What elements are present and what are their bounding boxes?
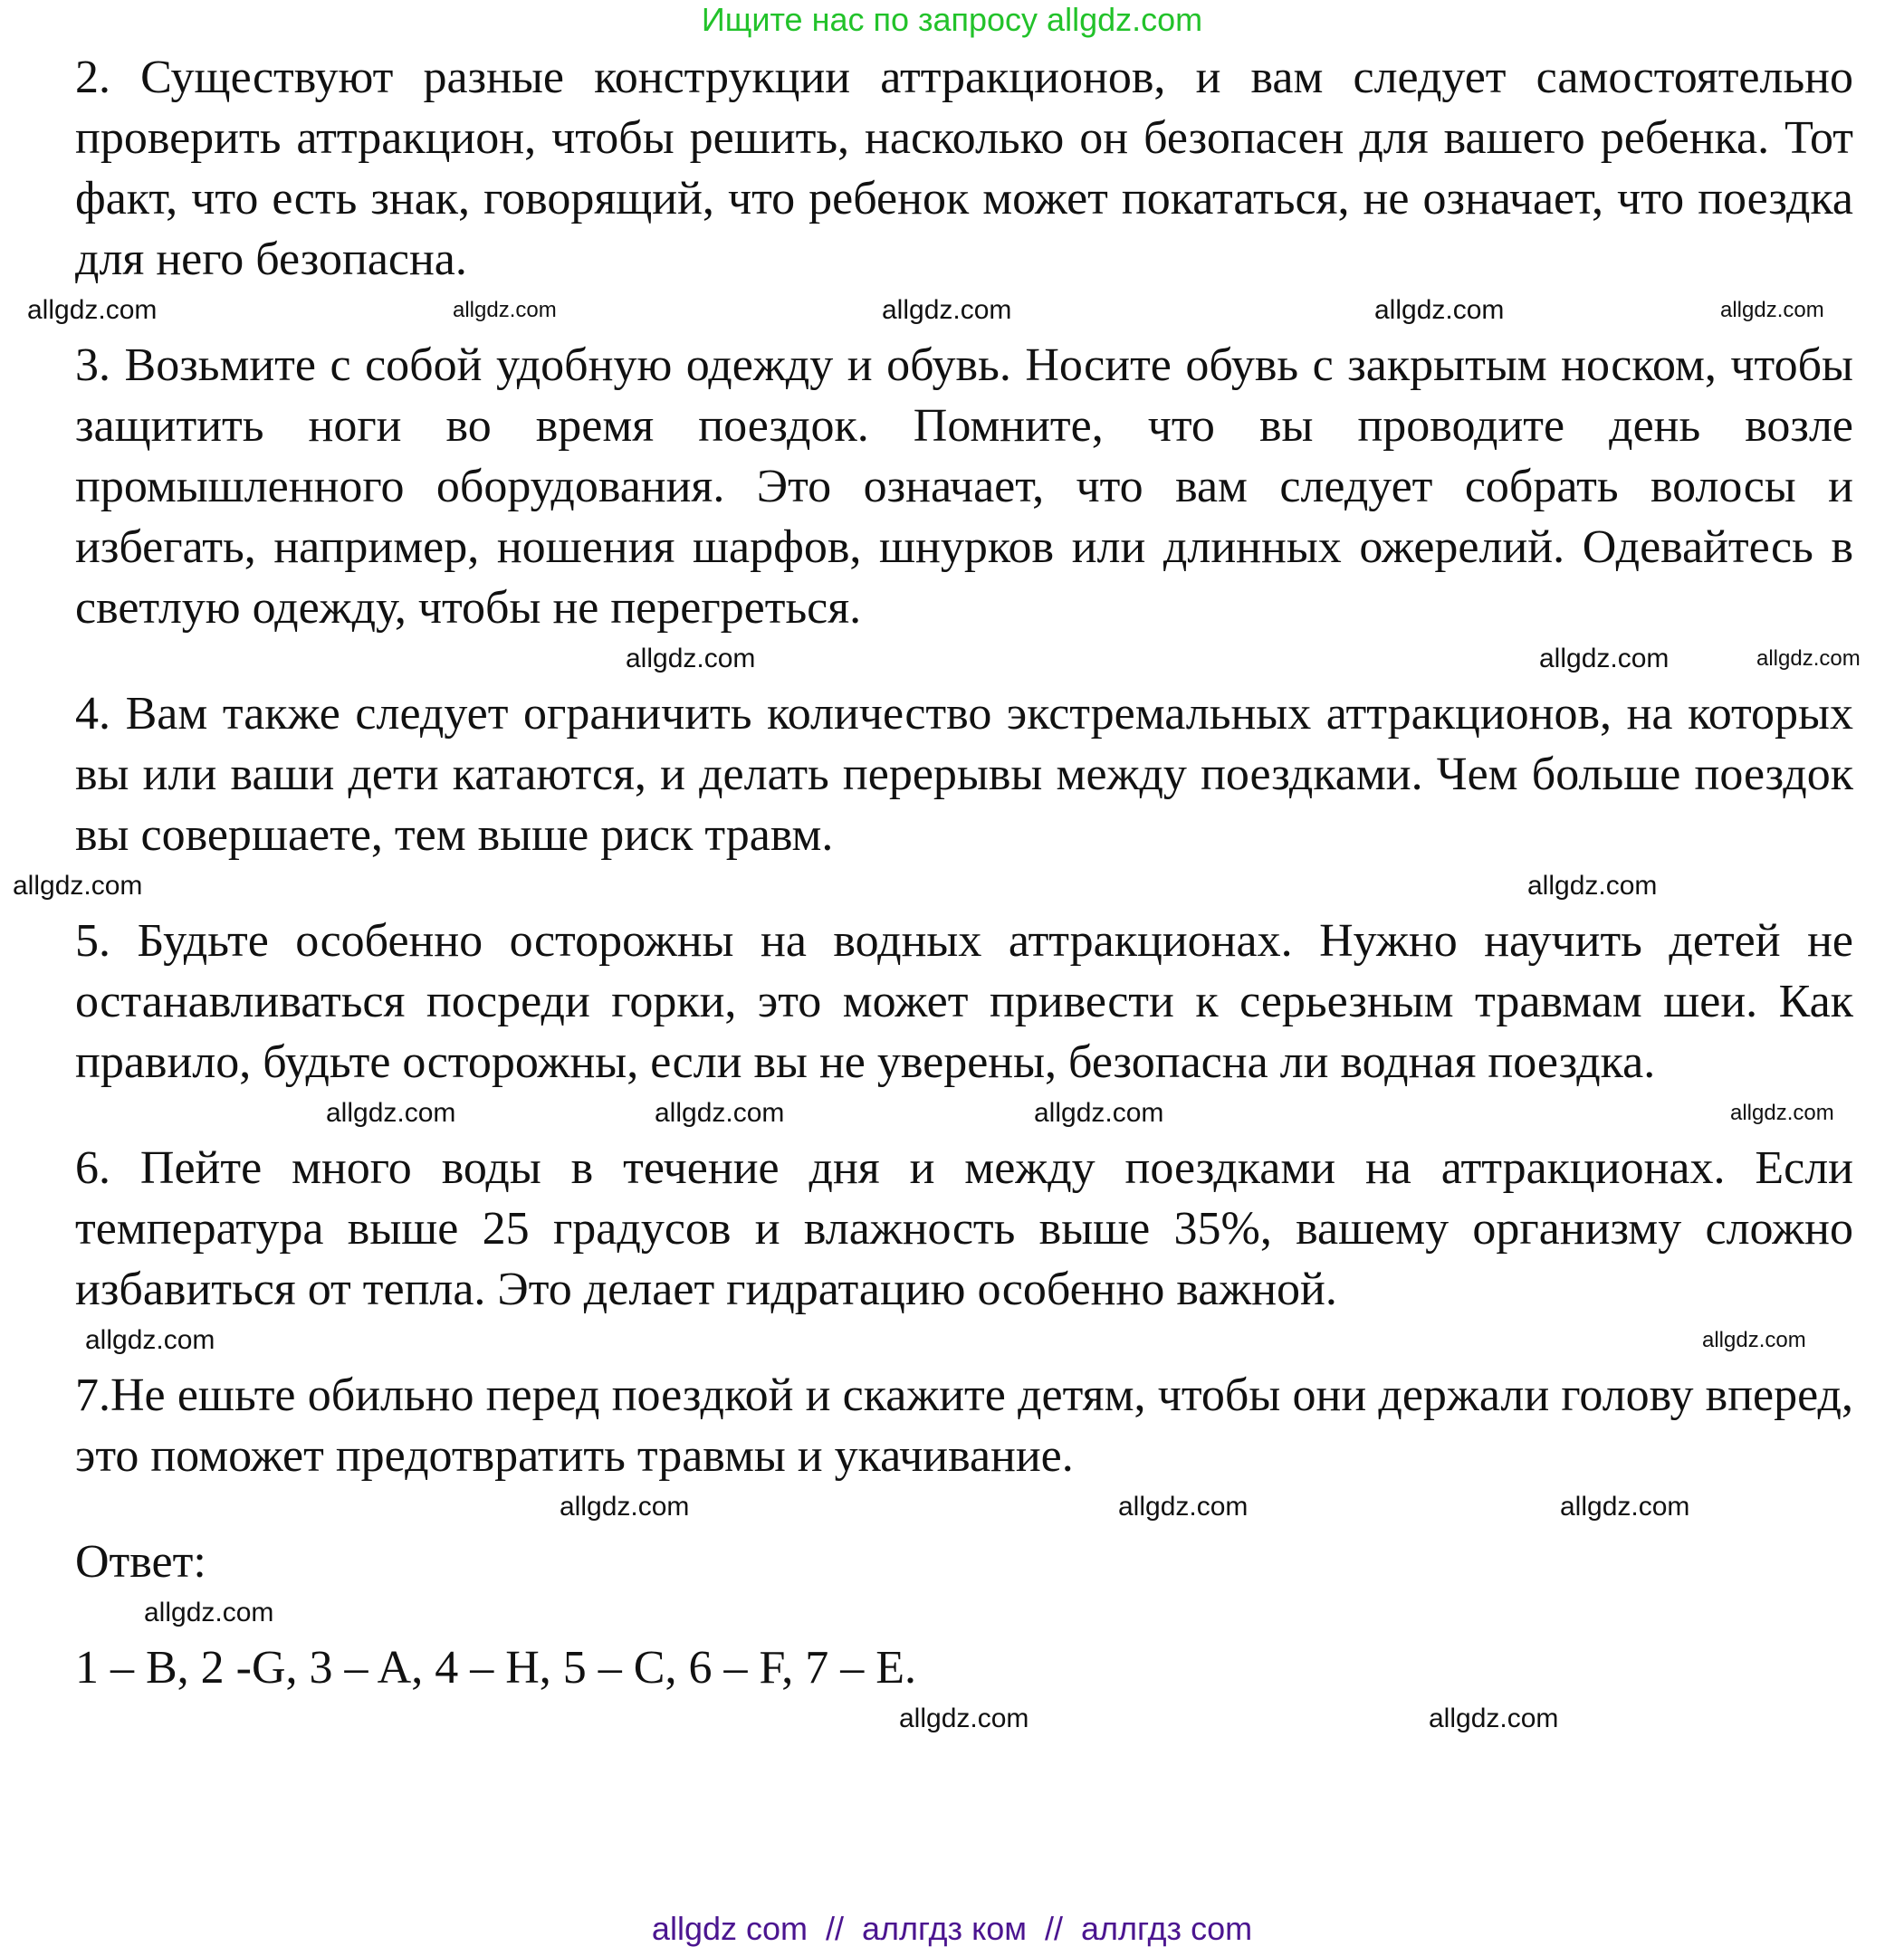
watermark: allgdz.com	[1702, 1328, 1806, 1352]
answer-text: 1 – B, 2 -G, 3 – A, 4 – H, 5 – C, 6 – F, 7 – E.	[75, 1642, 916, 1694]
watermark: allgdz.com	[626, 644, 756, 673]
watermark: allgdz.com	[1527, 871, 1658, 901]
watermark-row	[0, 642, 1904, 676]
watermark: allgdz.com	[1429, 1704, 1559, 1733]
paragraph-6: 6. Пейте много воды в течение дня и между поездками на аттракционах. Если температура выше 25 градусов и влажность выше 35%, вашему организму сложно избавиться от тепла. Это делает гидратацию особенно важной.	[75, 1142, 1853, 1315]
watermark-row	[0, 1096, 1904, 1131]
watermark: allgdz.com	[144, 1598, 274, 1627]
paragraph-7: 7.Не ешьте обильно перед поездкой и скажите детям, чтобы они держали голову вперед, это поможет предотвратить травмы и укачивание.	[75, 1370, 1853, 1482]
watermark: allgdz.com	[1374, 295, 1505, 325]
answer-label: Ответ:	[75, 1536, 206, 1588]
watermark: allgdz.com	[13, 871, 143, 901]
watermark: allgdz.com	[1560, 1492, 1690, 1522]
search-banner: Ищите нас по запросу allgdz.com	[701, 1, 1203, 38]
watermark: allgdz.com	[85, 1325, 215, 1355]
watermark: allgdz.com	[1539, 644, 1670, 673]
paragraph-4: 4. Вам также следует ограничить количество экстремальных аттракционов, на которых вы или ваши дети катаются, и делать перерывы между поездками. Чем больше поездок вы совершаете, тем выше риск травм.	[75, 688, 1853, 861]
watermark: allgdz.com	[326, 1098, 456, 1128]
watermark: allgdz.com	[560, 1492, 690, 1522]
watermark-row	[0, 1702, 1904, 1736]
watermark: allgdz.com	[1720, 298, 1824, 322]
watermark: allgdz.com	[27, 295, 158, 325]
watermark: allgdz.com	[882, 295, 1012, 325]
watermark: allgdz.com	[453, 298, 557, 322]
watermark: allgdz.com	[655, 1098, 785, 1128]
paragraph-2: 2. Существуют разные конструкции аттракционов, и вам следует самостоятельно проверить аттракцион, чтобы решить, насколько он безопасен для вашего ребенка. Тот факт, что есть знак, говорящий, что ребенок может покататься, не означает, что поездка для него безопасна.	[75, 52, 1853, 285]
watermark: allgdz.com	[1730, 1101, 1834, 1125]
watermark-row	[0, 869, 1904, 903]
paragraph-5: 5. Будьте особенно осторожны на водных аттракционах. Нужно научить детей не останавливаться посреди горки, это может привести к серьезным травмам шеи. Как правило, будьте осторожны, если вы не уверены, безопасна ли водная поездка.	[75, 915, 1853, 1088]
footer-watermark: allgdz com // аллгдз ком // аллгдз com	[651, 1910, 1253, 1947]
watermark: allgdz.com	[1034, 1098, 1164, 1128]
watermark: allgdz.com	[1756, 646, 1861, 671]
watermark: allgdz.com	[1118, 1492, 1249, 1522]
watermark-row	[0, 1596, 1904, 1630]
watermark-row	[0, 293, 1904, 328]
watermark: allgdz.com	[899, 1704, 1029, 1733]
watermark-row	[0, 1323, 1904, 1358]
paragraph-3: 3. Возьмите с собой удобную одежду и обувь. Носите обувь с закрытым носком, чтобы защитить ноги во время поездок. Помните, что вы проводите день возле промышленного оборудования. Это означает, что вам следует собрать волосы и избегать, например, ношения шарфов, шнурков или длинных ожерелий. Одевайтесь в светлую одежду, чтобы не перегреться.	[75, 339, 1853, 634]
watermark-row	[0, 1490, 1904, 1524]
